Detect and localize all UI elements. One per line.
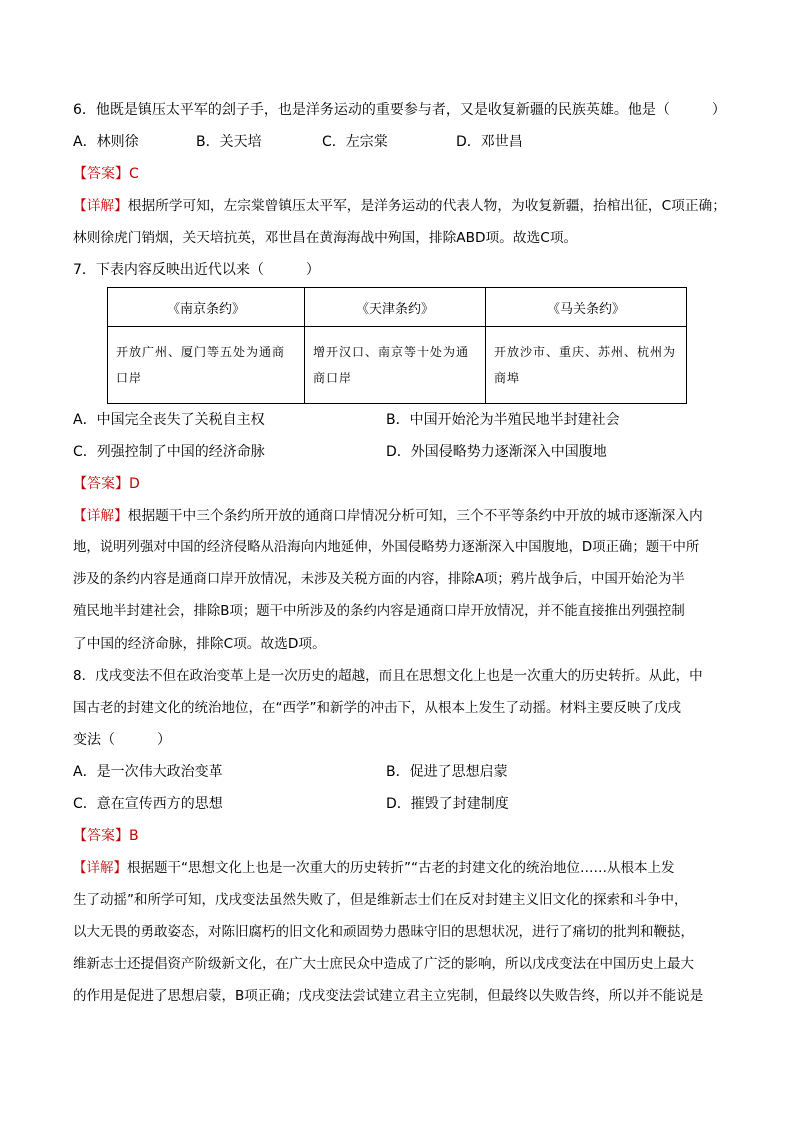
q8-detail-line-5: 的作用是促进了思想启蒙，B项正确；戊戌变法尝试建立君主立宪制，但最终以失败告终，所以并不能说是 bbox=[73, 988, 704, 1004]
q7-detail-line-4: 殖民地半封建社会，排除B项；题干中所涉及的条约内容是通商口岸开放情况，并不能直接推出列强控制 bbox=[73, 604, 685, 619]
q6-stem: 6．他既是镇压太平军的刽子手，也是洋务运动的重要参与者，又是收复新疆的民族英雄。他是（ ） bbox=[73, 102, 726, 118]
q6-option-d: D．邓世昌 bbox=[456, 134, 523, 150]
q8-option-a: A．是一次伟大政治变革 bbox=[73, 764, 223, 780]
table-cell: 开放广州、厦门等五处为通商口岸 bbox=[108, 327, 305, 404]
q7-detail-line-2: 地，说明列强对中国的经济侵略从沿海向内地延伸，外国侵略势力逐渐深入中国腹地，D项正确；题干中所 bbox=[73, 540, 700, 555]
q8-stem-line-1: 8．戊戌变法不但在政治变革上是一次历史的超越，而且在思想文化上也是一次重大的历史转折。从此，中 bbox=[73, 668, 703, 684]
q7-option-b: B．中国开始沦为半殖民地半封建社会 bbox=[386, 412, 620, 428]
q7-option-d: D．外国侵略势力逐渐深入中国腹地 bbox=[386, 444, 607, 460]
detail-tag: 【详解】 bbox=[73, 198, 128, 214]
answer-tag: 【答案】 bbox=[73, 476, 129, 492]
q7-detail-line-5: 了中国的经济命脉，排除C项。故选D项。 bbox=[73, 636, 326, 652]
q6-option-c: C．左宗棠 bbox=[322, 134, 388, 150]
q8-detail-line-3: 以大无畏的勇敢姿态，对陈旧腐朽的旧文化和顽固势力愚昧守旧的思想状况，进行了痛切的批判和鞭挞， bbox=[73, 924, 694, 940]
q7-answer bbox=[73, 474, 140, 494]
q6-answer bbox=[73, 164, 139, 184]
q8-stem-line-3: 变法（ ） bbox=[73, 732, 171, 748]
q8-detail-line-2: 生了动摇”和所学可知，戊戌变法虽然失败了，但是维新志士们在反对封建主义旧文化的探索和斗争中， bbox=[73, 892, 688, 908]
q8-option-c: C．意在宣传西方的思想 bbox=[73, 796, 223, 812]
q8-option-b: B．促进了思想启蒙 bbox=[386, 764, 508, 780]
detail-tag: 【详解】 bbox=[73, 508, 128, 524]
detail-tag: 【详解】 bbox=[73, 860, 127, 876]
q6-option-a: A．林则徐 bbox=[73, 134, 139, 150]
q7-detail-line-1: 【详解】根据题干中三个条约所开放的通商口岸情况分析可知，三个不平等条约中开放的城市逐渐深入内 bbox=[73, 508, 703, 524]
table-header-cell: 《天津条约》 bbox=[305, 288, 486, 327]
q8-detail-line-1: 【详解】根据题干“思想文化上也是一次重大的历史转折”“古老的封建文化的统治地位……从根本上发 bbox=[73, 860, 675, 876]
table-row bbox=[108, 327, 687, 404]
q7-option-c: C．列强控制了中国的经济命脉 bbox=[73, 444, 265, 460]
answer-tag: 【答案】 bbox=[73, 828, 129, 844]
q7-option-a: A．中国完全丧失了关税自主权 bbox=[73, 412, 265, 428]
answer-value: B bbox=[129, 828, 139, 844]
table-header-cell: 《南京条约》 bbox=[108, 288, 305, 327]
answer-value: D bbox=[129, 476, 140, 492]
q6-option-b: B．关天培 bbox=[196, 134, 262, 150]
table-header-cell: 《马关条约》 bbox=[486, 288, 687, 327]
answer-value: C bbox=[129, 166, 139, 182]
table-cell: 开放沙市、重庆、苏州、杭州为商埠 bbox=[486, 327, 687, 404]
answer-tag: 【答案】 bbox=[73, 166, 129, 182]
q7-stem: 7．下表内容反映出近代以来（ ） bbox=[73, 262, 320, 278]
q7-detail-line-3: 涉及的条约内容是通商口岸开放情况，未涉及关税方面的内容，排除A项；鸦片战争后，中国开始沦为半 bbox=[73, 572, 685, 587]
q6-detail-line-2: 林则徐虎门销烟，关天培抗英，邓世昌在黄海海战中殉国，排除ABD项。故选C项。 bbox=[73, 230, 578, 246]
q8-option-d: D．摧毁了封建制度 bbox=[386, 796, 509, 812]
treaty-table bbox=[107, 287, 687, 404]
table-header-row bbox=[108, 288, 687, 327]
q8-answer bbox=[73, 826, 139, 846]
q8-stem-line-2: 国古老的封建文化的统治地位，在“西学”和新学的冲击下，从根本上发生了动摇。材料主要反映了戊戌 bbox=[73, 700, 681, 716]
q6-detail-line-1: 【详解】根据所学可知，左宗棠曾镇压太平军，是洋务运动的代表人物，为收复新疆，抬棺出征，C项正确； bbox=[73, 198, 726, 214]
table-cell: 增开汉口、南京等十处为通商口岸 bbox=[305, 327, 486, 404]
q8-detail-line-4: 维新志士还提倡资产阶级新文化，在广大士庶民众中造成了广泛的影响，所以戊戌变法在中国历史上最大 bbox=[73, 956, 694, 972]
